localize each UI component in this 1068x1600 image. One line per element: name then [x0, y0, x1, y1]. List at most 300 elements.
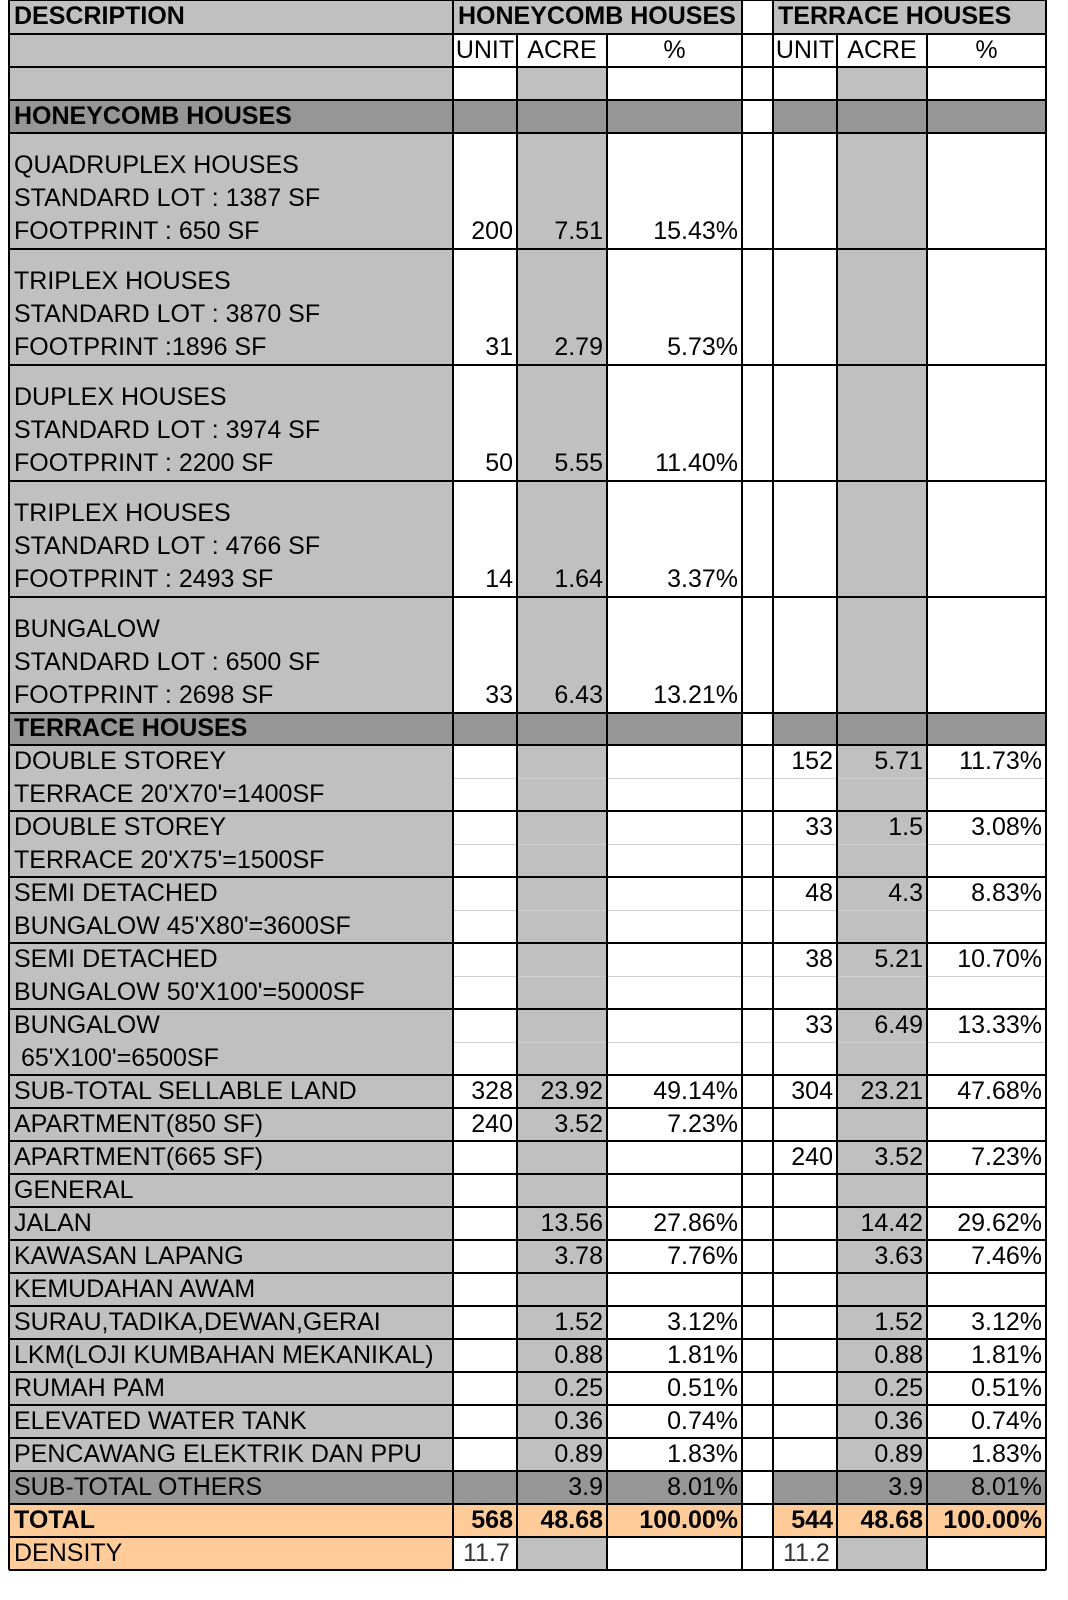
grid-hline — [9, 33, 1046, 35]
summary-row-terrace-tp: 1.83% — [927, 1438, 1046, 1471]
summary-row-gap — [742, 1372, 773, 1405]
honeycomb-row-empty — [742, 133, 773, 249]
grid-hline — [9, 810, 1046, 812]
summary-row-honeycomb-hu: 328 — [453, 1075, 517, 1108]
terrace-row-description — [9, 1009, 453, 1075]
grid-hline — [9, 364, 1046, 366]
grid-hline — [9, 1140, 1046, 1142]
summary-row-gap — [742, 1108, 773, 1141]
summary-row — [9, 1438, 1046, 1471]
honeycomb-row-empty — [773, 481, 837, 597]
summary-row — [9, 1207, 1046, 1240]
terrace-row-acre: 5.71 — [837, 745, 927, 811]
grid-hline — [9, 1008, 1046, 1010]
terrace-row-pct: 3.08% — [927, 811, 1046, 877]
honeycomb-row — [9, 597, 1046, 713]
terrace-row-line: SEMI DETACHED — [14, 945, 218, 973]
section-terrace — [9, 712, 1046, 745]
summary-row-gap — [742, 1537, 773, 1570]
summary-row-label: APARTMENT(665 SF) — [9, 1141, 453, 1174]
summary-row-terrace-tu — [773, 1339, 837, 1372]
grid-hline — [9, 942, 1046, 944]
terrace-row-line: TERRACE 20'X75'=1500SF — [14, 846, 325, 874]
grid-hline — [9, 1338, 1046, 1340]
honeycomb-row-line: FOOTPRINT : 2200 SF — [14, 449, 274, 477]
grid-hline — [9, 248, 1046, 250]
honeycomb-row-line: TRIPLEX HOUSES — [14, 267, 231, 295]
summary-row-honeycomb-hp: 1.81% — [607, 1339, 742, 1372]
honeycomb-row-acre — [517, 249, 607, 365]
honeycomb-row-empty — [742, 481, 773, 597]
honeycomb-row-line: STANDARD LOT : 4766 SF — [14, 532, 321, 560]
summary-row-terrace-tp: 47.68% — [927, 1075, 1046, 1108]
spacer-ta — [837, 67, 927, 100]
terrace-row-pct: 10.70% — [927, 943, 1046, 1009]
terrace-row-line: DOUBLE STOREY — [14, 747, 227, 775]
grid-hline — [9, 1404, 1046, 1406]
summary-row-honeycomb-ha: 0.25 — [517, 1372, 607, 1405]
grid-hline — [9, 1173, 1046, 1175]
summary-row-gap — [742, 1174, 773, 1207]
grid-vline — [8, 0, 10, 1570]
summary-row-honeycomb-hp: 0.51% — [607, 1372, 742, 1405]
summary-row-honeycomb-hp: 8.01% — [607, 1471, 742, 1504]
section-honeycomb-ha — [517, 100, 607, 133]
summary-row-terrace-tp: 7.46% — [927, 1240, 1046, 1273]
honeycomb-row-empty — [773, 365, 837, 481]
terrace-row-line: SEMI DETACHED — [14, 879, 218, 907]
honeycomb-row-empty — [927, 133, 1046, 249]
spacer-hu — [453, 67, 517, 100]
value-text: 15.43% — [653, 217, 738, 245]
summary-row-terrace-ta: 3.52 — [837, 1141, 927, 1174]
value-text: 7.51 — [554, 217, 603, 245]
honeycomb-row-empty — [927, 481, 1046, 597]
summary-row — [9, 1306, 1046, 1339]
summary-row-terrace-tu: 544 — [773, 1504, 837, 1537]
summary-row-honeycomb-ha — [517, 1174, 607, 1207]
header-honeycomb-group: HONEYCOMB HOUSES — [453, 0, 742, 34]
summary-row-terrace-ta: 0.25 — [837, 1372, 927, 1405]
summary-row-honeycomb-hp: 1.83% — [607, 1438, 742, 1471]
value-text: 14 — [485, 565, 513, 593]
summary-row-honeycomb-hp — [607, 1273, 742, 1306]
honeycomb-row-pct — [607, 597, 742, 713]
honeycomb-row-acre — [517, 481, 607, 597]
summary-row-honeycomb-hp: 0.74% — [607, 1405, 742, 1438]
section-honeycomb-tp — [927, 100, 1046, 133]
value-text: 13.21% — [653, 681, 738, 709]
grid-hline — [9, 876, 1046, 878]
summary-row-gap — [742, 1504, 773, 1537]
grid-hline — [9, 744, 1046, 746]
summary-row-label: SUB-TOTAL SELLABLE LAND — [9, 1075, 453, 1108]
honeycomb-row-acre — [517, 597, 607, 713]
honeycomb-row-empty — [927, 597, 1046, 713]
summary-row-honeycomb-hu — [453, 1471, 517, 1504]
summary-row-terrace-ta — [837, 1108, 927, 1141]
value-text: 200 — [471, 217, 513, 245]
terrace-row-unit: 33 — [773, 1009, 837, 1075]
header-desc-blank — [9, 34, 453, 67]
summary-row — [9, 1339, 1046, 1372]
summary-row-label: KEMUDAHAN AWAM — [9, 1273, 453, 1306]
honeycomb-row-unit — [453, 365, 517, 481]
summary-row-terrace-tp: 100.00% — [927, 1504, 1046, 1537]
summary-row-honeycomb-ha: 48.68 — [517, 1504, 607, 1537]
summary-row — [9, 1141, 1046, 1174]
summary-row-terrace-ta: 0.88 — [837, 1339, 927, 1372]
summary-row-gap — [742, 1141, 773, 1174]
spacer-gap — [742, 67, 773, 100]
honeycomb-row-line: BUNGALOW — [14, 615, 160, 643]
terrace-row-acre: 4.3 — [837, 877, 927, 943]
honeycomb-row-line: QUADRUPLEX HOUSES — [14, 151, 299, 179]
grid-hline — [9, 1206, 1046, 1208]
honeycomb-row-empty — [927, 365, 1046, 481]
summary-row-honeycomb-hp — [607, 1141, 742, 1174]
summary-row-label: TOTAL — [9, 1504, 453, 1537]
summary-row-terrace-tu — [773, 1306, 837, 1339]
header-honeycomb-percent: % — [607, 34, 742, 67]
summary-row-label: ELEVATED WATER TANK — [9, 1405, 453, 1438]
summary-row — [9, 1405, 1046, 1438]
summary-row-terrace-tp — [927, 1273, 1046, 1306]
grid-vline — [606, 34, 608, 1570]
honeycomb-row-line: STANDARD LOT : 6500 SF — [14, 648, 321, 676]
summary-row-terrace-ta — [837, 1174, 927, 1207]
summary-row-honeycomb-hu — [453, 1438, 517, 1471]
spacer-row — [9, 67, 1046, 100]
honeycomb-row — [9, 133, 1046, 249]
terrace-row-acre: 6.49 — [837, 1009, 927, 1075]
terrace-row-line: DOUBLE STOREY — [14, 813, 227, 841]
honeycomb-row — [9, 365, 1046, 481]
summary-row-terrace-ta — [837, 1537, 927, 1570]
honeycomb-row-empty — [837, 133, 927, 249]
spacer-hp — [607, 67, 742, 100]
honeycomb-row-line: STANDARD LOT : 1387 SF — [14, 184, 321, 212]
summary-row-terrace-tu — [773, 1372, 837, 1405]
honeycomb-row-pct — [607, 365, 742, 481]
summary-row-honeycomb-hu — [453, 1273, 517, 1306]
summary-row-terrace-tp: 0.51% — [927, 1372, 1046, 1405]
grid-subline — [453, 910, 1046, 911]
section-terrace-label: TERRACE HOUSES — [9, 712, 453, 745]
grid-vline — [516, 34, 518, 1570]
grid-subline — [453, 1042, 1046, 1043]
honeycomb-row-description — [9, 365, 453, 481]
summary-row-terrace-ta: 14.42 — [837, 1207, 927, 1240]
terrace-row-description — [9, 811, 453, 877]
section-honeycomb-hp — [607, 100, 742, 133]
honeycomb-row-empty — [773, 133, 837, 249]
section-honeycomb-hu — [453, 100, 517, 133]
summary-row — [9, 1174, 1046, 1207]
summary-row-honeycomb-hp: 3.12% — [607, 1306, 742, 1339]
summary-row-terrace-ta — [837, 1273, 927, 1306]
summary-row-honeycomb-hu — [453, 1372, 517, 1405]
honeycomb-row — [9, 249, 1046, 365]
grid-hline — [9, 712, 1046, 714]
grid-hline — [9, 480, 1046, 482]
terrace-row-acre: 1.5 — [837, 811, 927, 877]
grid-subline — [453, 844, 1046, 845]
summary-row-honeycomb-hu: 240 — [453, 1108, 517, 1141]
header-terrace-unit: UNIT — [773, 34, 837, 67]
terrace-row-line: BUNGALOW 50'X100'=5000SF — [14, 978, 365, 1006]
summary-row — [9, 1075, 1046, 1108]
summary-row-terrace-ta: 48.68 — [837, 1504, 927, 1537]
summary-row-terrace-tu: 304 — [773, 1075, 837, 1108]
honeycomb-row-line: FOOTPRINT : 2698 SF — [14, 681, 274, 709]
grid-vline — [772, 0, 774, 1570]
summary-row-honeycomb-hu — [453, 1405, 517, 1438]
terrace-row-line: 65'X100'=6500SF — [14, 1044, 219, 1072]
summary-row-honeycomb-hu — [453, 1240, 517, 1273]
summary-row-gap — [742, 1207, 773, 1240]
summary-row-terrace-tu: 240 — [773, 1141, 837, 1174]
section-honeycomb-ta — [837, 100, 927, 133]
density-row — [9, 1537, 1046, 1570]
honeycomb-row-line: STANDARD LOT : 3974 SF — [14, 416, 321, 444]
summary-row-terrace-ta: 3.63 — [837, 1240, 927, 1273]
summary-row-terrace-ta: 3.9 — [837, 1471, 927, 1504]
section-terrace-tp — [927, 712, 1046, 745]
summary-row-honeycomb-hu — [453, 1306, 517, 1339]
value-text: 11.40% — [655, 449, 738, 477]
grid-hline — [9, 1569, 1046, 1571]
terrace-row-unit: 48 — [773, 877, 837, 943]
grid-hline — [9, 99, 1046, 101]
summary-row-honeycomb-hu — [453, 1174, 517, 1207]
summary-row-label: RUMAH PAM — [9, 1372, 453, 1405]
summary-row-label: SUB-TOTAL OTHERS — [9, 1471, 453, 1504]
grid-hline — [9, 0, 1046, 1]
summary-row-honeycomb-hu — [453, 1207, 517, 1240]
honeycomb-row-empty — [773, 597, 837, 713]
value-text: 50 — [485, 449, 513, 477]
summary-row-terrace-tp: 8.01% — [927, 1471, 1046, 1504]
total-row — [9, 1504, 1046, 1537]
grid-hline — [9, 1107, 1046, 1109]
summary-row-honeycomb-hp — [607, 1537, 742, 1570]
honeycomb-row-line: DUPLEX HOUSES — [14, 383, 227, 411]
spacer-desc — [9, 67, 453, 100]
honeycomb-row-empty — [837, 249, 927, 365]
honeycomb-row-description — [9, 481, 453, 597]
summary-row-terrace-tu — [773, 1405, 837, 1438]
grid-hline — [9, 1470, 1046, 1472]
summary-row-gap — [742, 1240, 773, 1273]
header-terrace-acre: ACRE — [837, 34, 927, 67]
summary-row — [9, 1240, 1046, 1273]
terrace-row-line: BUNGALOW — [14, 1011, 160, 1039]
terrace-row-acre: 5.21 — [837, 943, 927, 1009]
summary-row-terrace-tp: 1.81% — [927, 1339, 1046, 1372]
value-text: 5.73% — [667, 333, 738, 361]
honeycomb-row-line: STANDARD LOT : 3870 SF — [14, 300, 321, 328]
summary-row-honeycomb-hp: 7.76% — [607, 1240, 742, 1273]
summary-row-gap — [742, 1405, 773, 1438]
header-row-groups — [9, 0, 1046, 34]
honeycomb-row-empty — [773, 249, 837, 365]
honeycomb-row-empty — [742, 597, 773, 713]
honeycomb-row-unit — [453, 249, 517, 365]
spacer-tu — [773, 67, 837, 100]
summary-row-terrace-ta: 0.36 — [837, 1405, 927, 1438]
grid-hline — [9, 596, 1046, 598]
section-terrace-tu — [773, 712, 837, 745]
honeycomb-row-empty — [742, 365, 773, 481]
summary-row-honeycomb-ha — [517, 1273, 607, 1306]
land-use-table — [9, 0, 1046, 1570]
honeycomb-row-line: TRIPLEX HOUSES — [14, 499, 231, 527]
summary-row-terrace-tu — [773, 1108, 837, 1141]
summary-row-gap — [742, 1075, 773, 1108]
summary-row-terrace-tp — [927, 1108, 1046, 1141]
value-text: 3.37% — [667, 565, 738, 593]
summary-row — [9, 1108, 1046, 1141]
summary-row-terrace-tp: 3.12% — [927, 1306, 1046, 1339]
summary-row — [9, 1273, 1046, 1306]
summary-row-terrace-tu — [773, 1207, 837, 1240]
summary-row-gap — [742, 1438, 773, 1471]
honeycomb-row-pct — [607, 133, 742, 249]
summary-row-honeycomb-hu — [453, 1141, 517, 1174]
summary-row-terrace-ta: 0.89 — [837, 1438, 927, 1471]
value-text: 6.43 — [554, 681, 603, 709]
summary-row-label: GENERAL — [9, 1174, 453, 1207]
section-honeycomb-gap — [742, 100, 773, 133]
spacer-ha — [517, 67, 607, 100]
summary-row-terrace-tu — [773, 1240, 837, 1273]
honeycomb-row-acre — [517, 133, 607, 249]
honeycomb-row-pct — [607, 481, 742, 597]
grid-vline — [452, 0, 454, 1570]
honeycomb-row-unit — [453, 481, 517, 597]
section-terrace-ta — [837, 712, 927, 745]
terrace-row-line: TERRACE 20'X70'=1400SF — [14, 780, 325, 808]
header-terrace-percent: % — [927, 34, 1046, 67]
terrace-row-description — [9, 877, 453, 943]
grid-vline — [926, 34, 928, 1570]
summary-row-terrace-ta: 1.52 — [837, 1306, 927, 1339]
honeycomb-row-description — [9, 597, 453, 713]
section-honeycomb-label: HONEYCOMB HOUSES — [9, 100, 453, 133]
summary-row-terrace-tu: 11.2 — [773, 1537, 837, 1570]
grid-hline — [9, 1503, 1046, 1505]
honeycomb-row — [9, 481, 1046, 597]
summary-row-label: LKM(LOJI KUMBAHAN MEKANIKAL) — [9, 1339, 453, 1372]
grid-hline — [9, 132, 1046, 134]
grid-subline — [453, 976, 1046, 977]
section-terrace-hu — [453, 712, 517, 745]
summary-row-terrace-tp: 29.62% — [927, 1207, 1046, 1240]
summary-row-terrace-tu — [773, 1438, 837, 1471]
summary-row — [9, 1372, 1046, 1405]
grid-hline — [9, 1536, 1046, 1538]
terrace-row-pct: 13.33% — [927, 1009, 1046, 1075]
terrace-row-line: BUNGALOW 45'X80'=3600SF — [14, 912, 351, 940]
honeycomb-row-empty — [837, 597, 927, 713]
summary-row-terrace-tu — [773, 1174, 837, 1207]
value-text: 5.55 — [554, 449, 603, 477]
summary-row-honeycomb-ha: 0.36 — [517, 1405, 607, 1438]
summary-row-terrace-tu — [773, 1273, 837, 1306]
honeycomb-row-empty — [837, 365, 927, 481]
summary-row-honeycomb-ha: 3.52 — [517, 1108, 607, 1141]
section-terrace-gap — [742, 712, 773, 745]
summary-row-honeycomb-hp: 27.86% — [607, 1207, 742, 1240]
summary-row-honeycomb-ha: 3.9 — [517, 1471, 607, 1504]
summary-row-terrace-tp — [927, 1537, 1046, 1570]
header-gap-cell — [742, 0, 773, 34]
honeycomb-row-line: FOOTPRINT : 2493 SF — [14, 565, 274, 593]
summary-row-terrace-tp: 7.23% — [927, 1141, 1046, 1174]
summary-row-honeycomb-ha: 1.52 — [517, 1306, 607, 1339]
summary-row-honeycomb-hu: 11.7 — [453, 1537, 517, 1570]
header-honeycomb-unit: UNIT — [453, 34, 517, 67]
grid-vline — [836, 34, 838, 1570]
summary-row-honeycomb-hu — [453, 1339, 517, 1372]
terrace-row-description — [9, 745, 453, 811]
summary-row-honeycomb-hp — [607, 1174, 742, 1207]
summary-row-label: DENSITY — [9, 1537, 453, 1570]
value-text: 33 — [485, 681, 513, 709]
summary-row-honeycomb-ha — [517, 1141, 607, 1174]
summary-row-terrace-tp — [927, 1174, 1046, 1207]
spacer-tp — [927, 67, 1046, 100]
honeycomb-row-description — [9, 133, 453, 249]
value-text: 31 — [485, 333, 513, 361]
value-text: 2.79 — [554, 333, 603, 361]
summary-row-label: KAWASAN LAPANG — [9, 1240, 453, 1273]
summary-row-honeycomb-hu: 568 — [453, 1504, 517, 1537]
grid-hline — [9, 66, 1046, 68]
header-terrace-group: TERRACE HOUSES — [773, 0, 1046, 34]
honeycomb-row-acre — [517, 365, 607, 481]
summary-row-gap — [742, 1339, 773, 1372]
honeycomb-row-empty — [742, 249, 773, 365]
summary-row-honeycomb-hp: 49.14% — [607, 1075, 742, 1108]
summary-row-honeycomb-ha: 13.56 — [517, 1207, 607, 1240]
summary-row-terrace-tp: 0.74% — [927, 1405, 1046, 1438]
grid-hline — [9, 1437, 1046, 1439]
honeycomb-row-empty — [837, 481, 927, 597]
summary-row-honeycomb-hp: 100.00% — [607, 1504, 742, 1537]
header-row-columns — [9, 34, 1046, 67]
grid-hline — [9, 1371, 1046, 1373]
grid-vline — [1045, 0, 1047, 1570]
header-honeycomb-acre: ACRE — [517, 34, 607, 67]
header-gap — [742, 34, 773, 67]
section-terrace-hp — [607, 712, 742, 745]
summary-row-label: JALAN — [9, 1207, 453, 1240]
grid-hline — [9, 1239, 1046, 1241]
terrace-row-unit: 33 — [773, 811, 837, 877]
summary-row-honeycomb-ha — [517, 1537, 607, 1570]
grid-hline — [9, 1272, 1046, 1274]
grid-subline — [453, 778, 1046, 779]
summary-row-terrace-ta: 23.21 — [837, 1075, 927, 1108]
summary-row-honeycomb-ha: 0.89 — [517, 1438, 607, 1471]
grid-vline — [741, 0, 743, 1570]
grid-hline — [9, 1074, 1046, 1076]
value-text: 1.64 — [554, 565, 603, 593]
header-description: DESCRIPTION — [9, 0, 453, 34]
summary-row-label: APARTMENT(850 SF) — [9, 1108, 453, 1141]
